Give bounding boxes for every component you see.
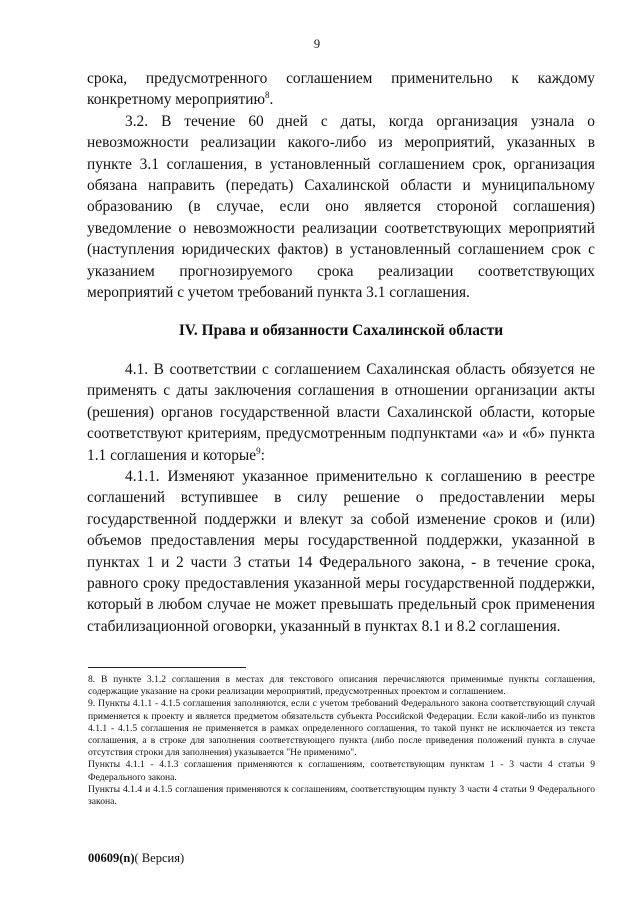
document-code: [88, 851, 184, 866]
paragraph-continuation: [87, 68, 595, 111]
section-heading: IV. Права и обязанности Сахалинской области: [178, 322, 504, 340]
footnote-note: Пункты 4.1.4 и 4.1.5 соглашения применяются к соглашениям, соответствующим пункту 3 части 4 статьи 9 Федерального закона.: [88, 783, 595, 808]
footnote-ref[interactable]: 8: [264, 90, 270, 101]
footnote-8: 8. В пункте 3.1.2 соглашения в местах для текстового описания перечисляются применимые пункты соглашения, содержащие указание на сроки реализации мероприятий, предусмотренных проектом и соглашением.: [88, 674, 595, 698]
footnote-note: Пункты 4.1.1 - 4.1.3 соглашения применяются к соглашениям, соответствующим пунктам 1 - 3 части 4 статьи 9 Федерального закона.: [88, 759, 595, 783]
paragraph-3-2: 3.2. В течение 60 дней с даты, когда организация узнала о невозможности реализации какого-либо из мероприятий, указанных в пункте 3.1 соглашения, в установленный соглашением срок, организация обязана направить (передать) Сахалинской области и муниципальному образованию (в случае, если оно является стороной соглашения) уведомление о невозможности реализации соответствующих мероприятий (наступления юридических фактов) в установленный соглашением срок с указанием прогнозируемого срока реализации соответствующих мероприятий с учетом требований пункта 3.1 соглашения.: [87, 112, 595, 302]
footnote-ref[interactable]: 9: [256, 445, 261, 456]
paragraph-4-1: [87, 359, 595, 466]
document-version: ( Версия): [134, 851, 185, 865]
page-number: 9: [313, 37, 321, 51]
paragraph-text: срока, предусмотренного соглашением применительно к каждому конкретному мероприятию: [87, 70, 595, 109]
footnotes: [88, 674, 595, 808]
footnote-divider: [88, 667, 246, 668]
body-text: [87, 68, 595, 637]
document-code-number: 00609(n): [88, 851, 135, 865]
punctuation: .: [269, 91, 274, 109]
footnote-9: 9. Пункты 4.1.1 - 4.1.5 соглашения заполняются, если с учетом требований Федерального закона соответствующий случай применяется к проекту и является предметом обязательств субъекта Российской Федерации. Если какой-либо из пунктов 4.1.1 - 4.1.5 соглашения не применяется в рамках определенного соглашения, то такой пункт не исключается из текста соглашения, а в строке для заполнения соответствующего пункта (либо после приведения положений пункта в случае отсутствия строки для заполнения) указывается "Не применимо".: [88, 698, 595, 759]
punctuation: :: [260, 446, 265, 464]
paragraph-text: 4.1. В соответствии с соглашением Сахалинская область обязуется не применять с даты заключения соглашения в отношении организации акты (решения) органов государственной власти Сахалинской области, которые соответствуют критериям, предусмотренным подпунктами «а» и «б» пункта 1.1 соглашения и которые: [87, 360, 595, 464]
paragraph-4-1-1: 4.1.1. Изменяют указанное применительно к соглашению в реестре соглашений вступившее в силу решение о предоставлении меры государственной поддержки и влекут за собой изменение сроков и (или) объемов предоставления меры государственной поддержки, указанной в пунктах 1 и 2 части 3 статьи 14 Федерального закона, - в течение срока, равного сроку предоставления указанной меры государственной поддержки, который в любом случае не может превышать предельный срок применения стабилизационной оговорки, указанный в пунктах 8.1 и 8.2 соглашения.: [87, 467, 595, 635]
